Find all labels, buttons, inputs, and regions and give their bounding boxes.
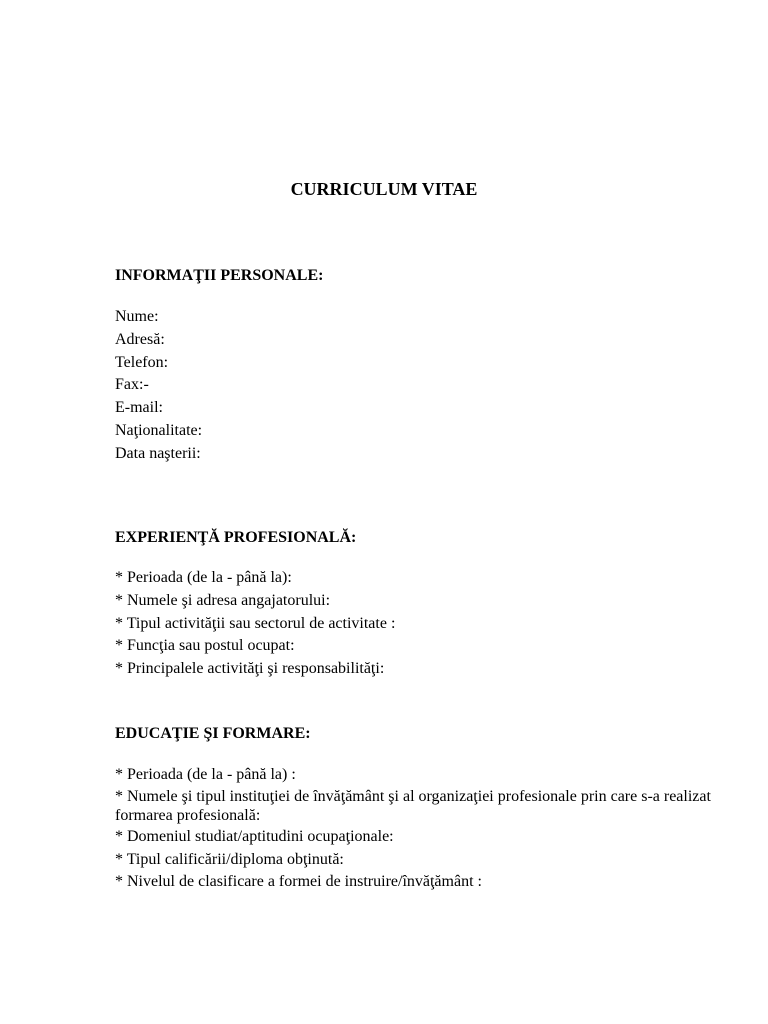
experience-item-position: * Funcţia sau postul ocupat: (115, 637, 295, 655)
field-fax: Fax:- (115, 376, 149, 394)
personal-fields-list (115, 306, 725, 466)
experience-item-employer: * Numele şi adresa angajatorului: (115, 591, 331, 609)
section-personal-information (115, 266, 725, 466)
education-items-list (115, 764, 725, 894)
experience-item-period: * Perioada (de la - până la): (115, 569, 292, 586)
field-birth-date: Data naşterii: (115, 444, 201, 462)
education-item-field-of-study: * Domeniul studiat/aptitudini ocupaţionale: (115, 827, 394, 845)
experience-item-responsibilities: * Principalele activităţi şi responsabilităţi: (115, 660, 385, 678)
section-heading-personal: INFORMAŢII PERSONALE: (115, 267, 324, 284)
section-heading-education: EDUCAŢIE ŞI FORMARE: (115, 725, 311, 742)
education-item-institution: * Numele şi tipul instituţiei de învăţământ şi al organizaţiei profesionale prin care s-a realizat formarea profesională: (115, 787, 711, 825)
field-address: Adresă: (115, 330, 165, 348)
experience-item-activity-type: * Tipul activităţii sau sectorul de activitate : (115, 614, 396, 632)
field-nationality: Naţionalitate: (115, 421, 203, 439)
field-email: E-mail: (115, 399, 163, 417)
document-title: CURRICULUM VITAE (290, 179, 478, 199)
section-education-training (115, 724, 725, 894)
section-heading-experience: EXPERIENŢĂ PROFESIONALĂ: (115, 529, 357, 546)
experience-items-list (115, 567, 725, 681)
education-item-classification-level: * Nivelul de clasificare a formei de instruire/învăţământ : (115, 873, 482, 891)
education-item-qualification: * Tipul calificării/diploma obţinută: (115, 850, 344, 868)
field-phone: Telefon: (115, 353, 169, 371)
section-professional-experience (115, 528, 725, 681)
field-name: Nume: (115, 308, 159, 325)
education-item-period: * Perioada (de la - până la) : (115, 766, 296, 783)
